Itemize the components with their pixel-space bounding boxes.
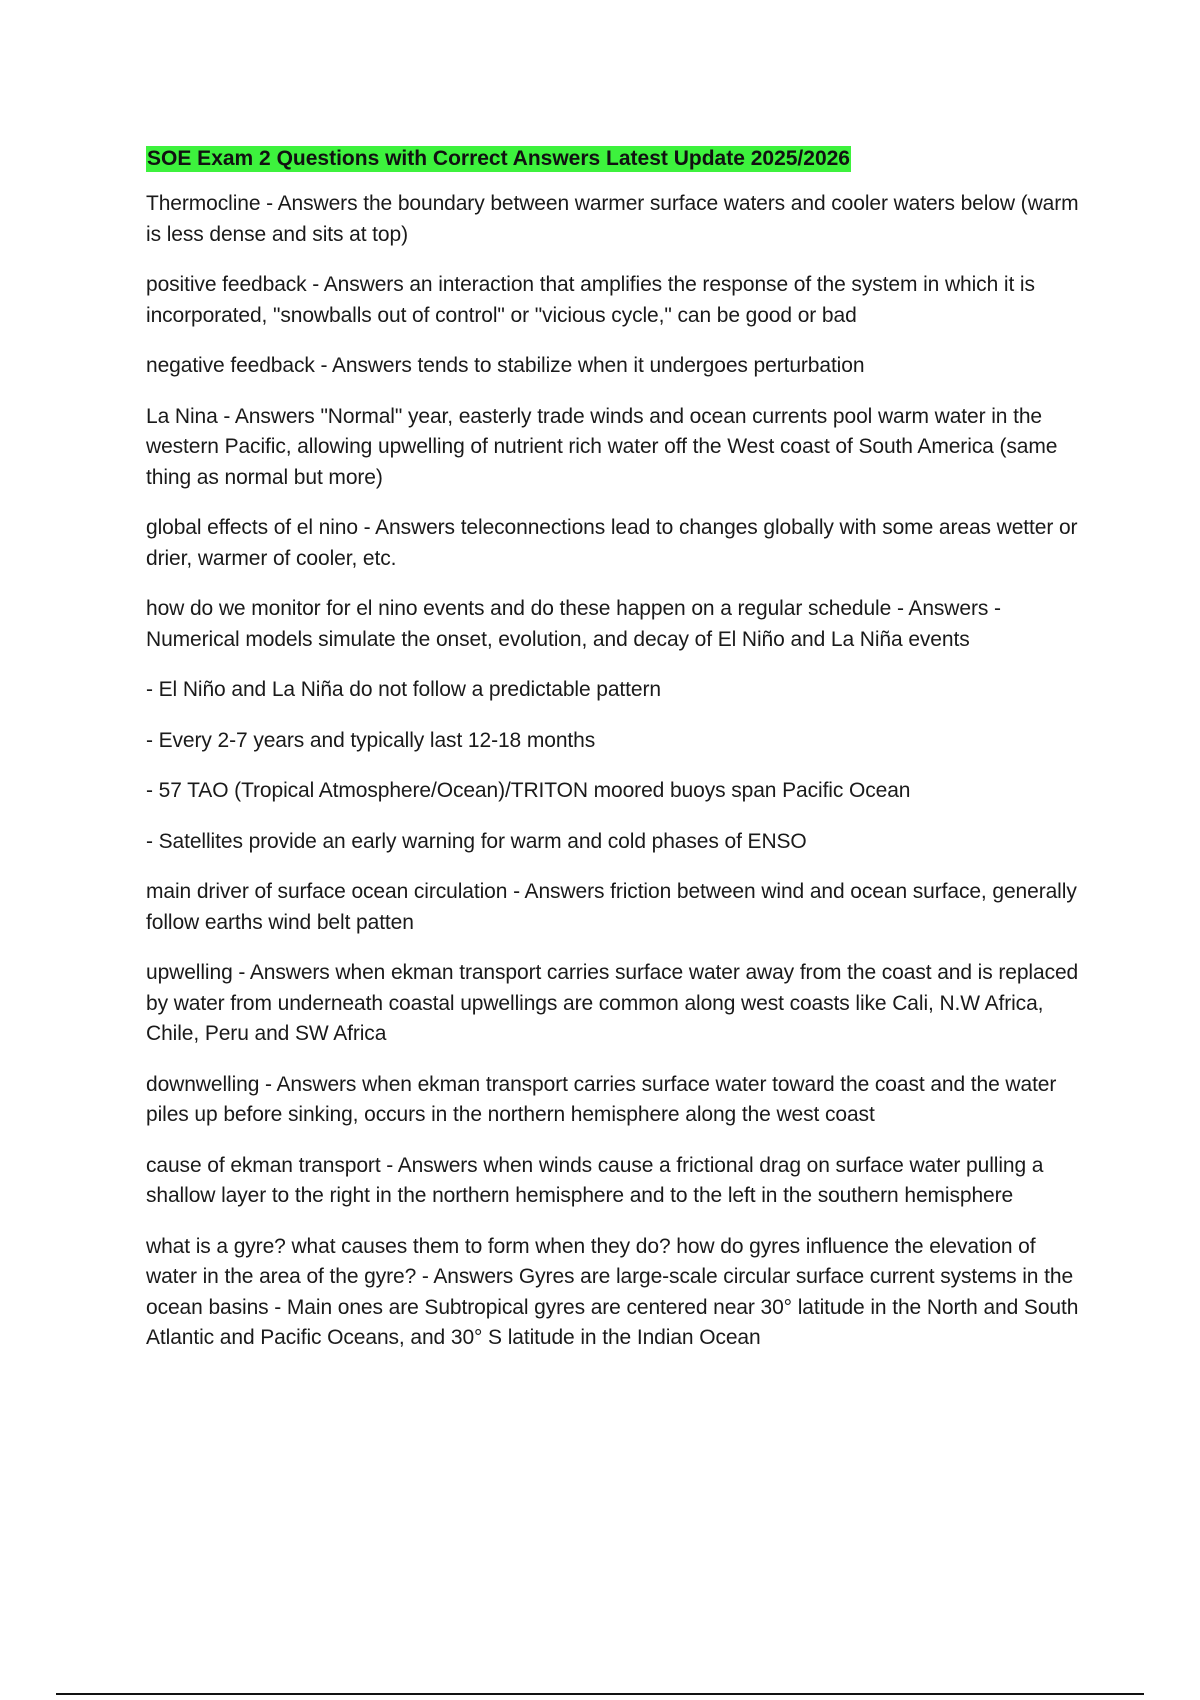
entry-bullet-pattern: - El Niño and La Niña do not follow a predictable pattern: [146, 678, 661, 701]
entry-bullet-frequency: - Every 2-7 years and typically last 12-18 months: [146, 728, 596, 752]
entry-bullet-buoys: - 57 TAO (Tropical Atmosphere/Ocean)/TRITON moored buoys span Pacific Ocean: [146, 779, 911, 802]
entry-thermocline: Thermocline - Answers the boundary between warmer surface waters and cooler waters below (warm is less dense and sits at top): [146, 192, 1079, 246]
entry-gyre: what is a gyre? what causes them to form when they do? how do gyres influence the elevation of water in the area of the gyre? - Answers Gyres are large-scale circular surface current systems in the ocean basins - Main ones are Subtropical gyres are centered near 30° latitude in the North and South Atlantic and Pacific Oceans, and 30° S latitude in the Indian Ocean: [146, 1234, 1079, 1349]
footer-divider: [56, 1693, 1144, 1695]
entry-downwelling: downwelling - Answers when ekman transport carries surface water toward the coast and the water piles up before sinking, occurs in the northern hemisphere along the west coast: [146, 1072, 1057, 1126]
document-page: [146, 146, 1088, 1374]
entry-upwelling: upwelling - Answers when ekman transport carries surface water away from the coast and is replaced by water from underneath coastal upwellings are common along west coasts like Cali, N.W Africa, Chile, Peru and SW Africa: [146, 961, 1079, 1045]
entry-negative-feedback: negative feedback - Answers tends to stabilize when it undergoes perturbation: [146, 354, 865, 377]
entry-la-nina: La Nina - Answers "Normal" year, easterly trade winds and ocean currents pool warm water in the western Pacific, allowing upwelling of nutrient rich water off the West coast of South America (same thing as normal but more): [146, 404, 1058, 489]
entry-surface-circulation: main driver of surface ocean circulation - Answers friction between wind and ocean surface, generally follow earths wind belt patten: [146, 880, 1077, 934]
entry-positive-feedback: positive feedback - Answers an interaction that amplifies the response of the system in which it is incorporated, "snowballs out of control" or "vicious cycle," can be good or bad: [146, 273, 1035, 327]
entry-global-effects-el-nino: global effects of el nino - Answers teleconnections lead to changes globally with some areas wetter or drier, warmer of cooler, etc.: [146, 516, 1078, 570]
document-title: SOE Exam 2 Questions with Correct Answers Latest Update 2025/2026: [147, 147, 850, 170]
entry-monitor-el-nino: how do we monitor for el nino events and do these happen on a regular schedule - Answers - Numerical models simulate the onset, evolution, and decay of El Niño and La Niña events: [146, 597, 1001, 651]
entry-ekman-transport: cause of ekman transport - Answers when winds cause a frictional drag on surface water pulling a shallow layer to the right in the northern hemisphere and to the left in the southern hemisphere: [146, 1153, 1044, 1207]
entry-bullet-satellites: - Satellites provide an early warning for warm and cold phases of ENSO: [146, 829, 807, 853]
